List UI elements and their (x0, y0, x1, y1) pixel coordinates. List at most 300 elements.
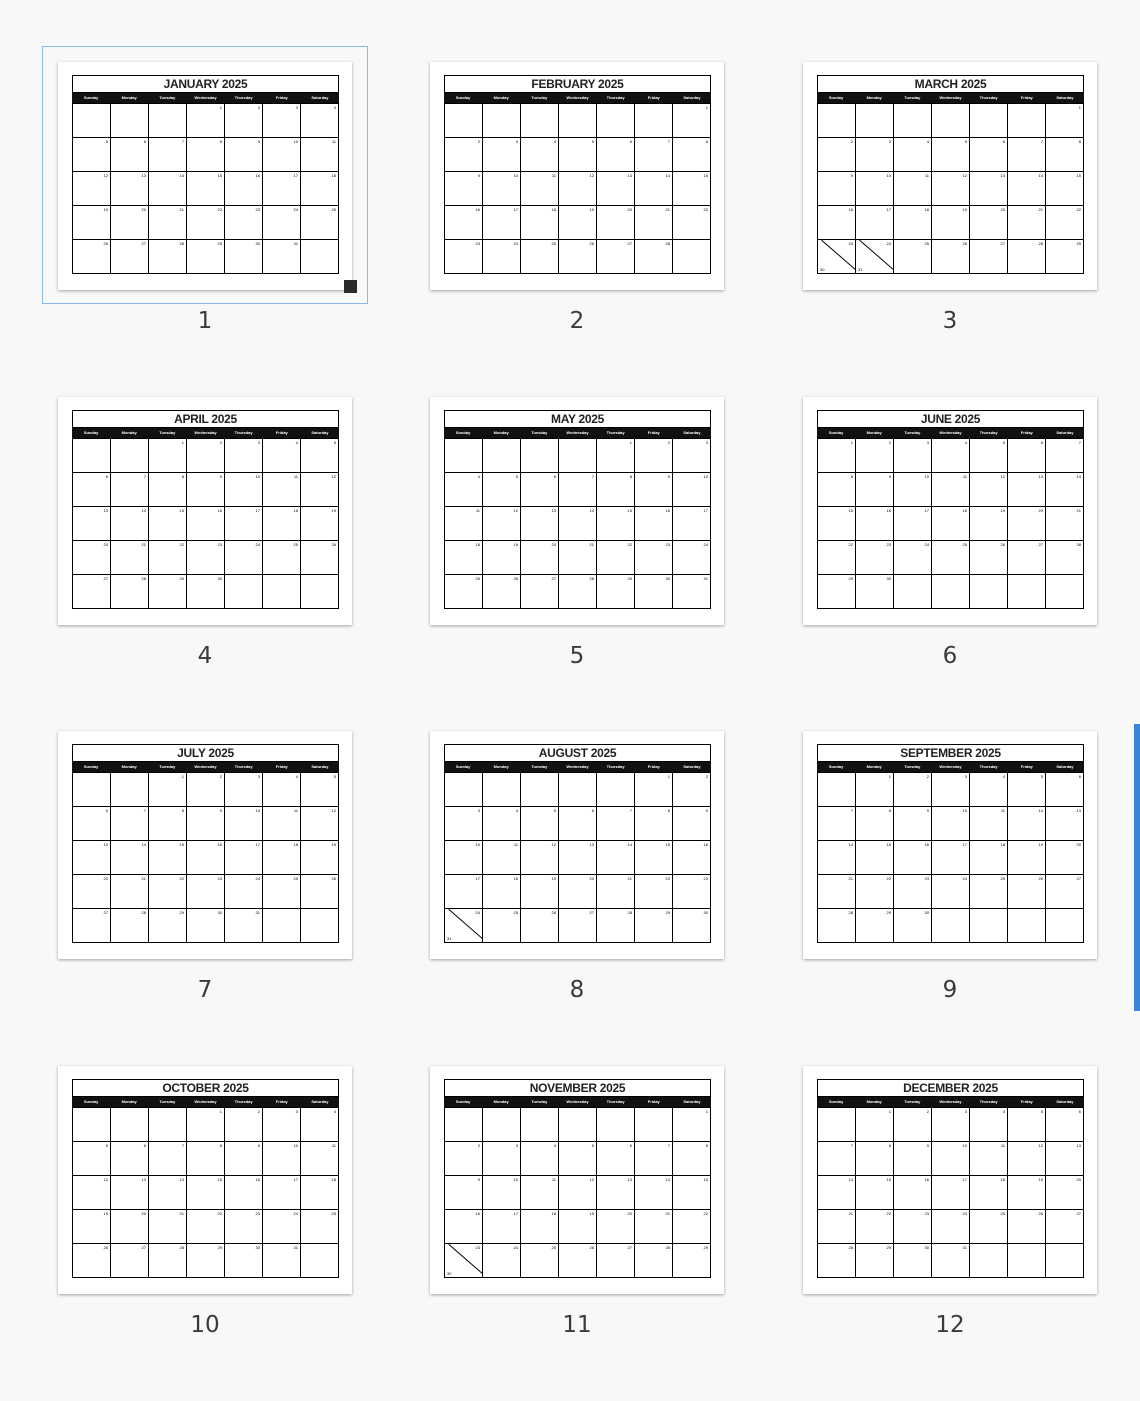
weekday-label: Sunday (828, 95, 844, 100)
day-number: 27 (1076, 1211, 1081, 1216)
weekday-label: Monday (493, 430, 509, 435)
day-cell (521, 1176, 559, 1210)
day-number: 26 (513, 576, 518, 581)
day-cell (932, 172, 970, 206)
day-number: 21 (179, 207, 184, 212)
day-cell (225, 1210, 263, 1244)
day-number: 22 (217, 1211, 222, 1216)
day-number: 31 (858, 267, 863, 272)
calendar-page[interactable] (803, 1066, 1097, 1294)
day-cell (597, 1210, 635, 1244)
calendar-page[interactable] (430, 62, 724, 290)
page-thumbnail[interactable] (430, 731, 756, 1051)
page-thumbnail[interactable] (803, 397, 1129, 717)
day-number: 18 (331, 1177, 336, 1182)
page-thumbnail[interactable] (58, 62, 384, 382)
day-cell (818, 1176, 856, 1210)
day-number: 30 (665, 576, 670, 581)
day-cell (1008, 841, 1046, 875)
weekday-label: Monday (866, 764, 882, 769)
day-cell (597, 439, 635, 473)
day-cell (521, 841, 559, 875)
day-cell (1046, 541, 1084, 575)
page-thumbnail[interactable] (430, 397, 756, 717)
day-number: 8 (181, 808, 184, 813)
day-cell (635, 1108, 673, 1142)
calendar-page[interactable] (58, 62, 352, 290)
day-cell (932, 1142, 970, 1176)
weekday-label: Friday (647, 430, 660, 435)
day-cell (225, 1176, 263, 1210)
day-cell (1046, 1108, 1084, 1142)
day-cell (149, 172, 187, 206)
day-number: 1 (888, 774, 891, 779)
day-number: 1 (181, 440, 184, 445)
day-cell (73, 875, 111, 909)
weekday-label: Thursday (234, 1099, 253, 1104)
day-number: 18 (551, 207, 556, 212)
day-cell (263, 507, 301, 541)
day-cell (970, 240, 1008, 274)
day-number: 21 (179, 1211, 184, 1216)
day-number: 5 (105, 1143, 108, 1148)
day-number: 28 (627, 910, 632, 915)
day-cell (445, 1176, 483, 1210)
day-number: 5 (1002, 440, 1005, 445)
day-number: 9 (477, 1177, 480, 1182)
day-number: 5 (1040, 1109, 1043, 1114)
day-number: 15 (627, 508, 632, 513)
day-cell (445, 841, 483, 875)
day-number: 8 (667, 808, 670, 813)
day-number: 27 (1038, 542, 1043, 547)
day-cell (445, 172, 483, 206)
day-number: 30 (924, 910, 929, 915)
day-cell (932, 841, 970, 875)
weekday-label: Saturday (1056, 764, 1074, 769)
day-number: 9 (926, 808, 929, 813)
page-number-label: 11 (562, 1312, 592, 1338)
day-cell (111, 1244, 149, 1278)
day-cell (225, 206, 263, 240)
page-number-label: 12 (935, 1312, 965, 1338)
page-thumbnail[interactable] (803, 1066, 1129, 1386)
day-cell (301, 439, 339, 473)
day-cell (1046, 507, 1084, 541)
day-number: 24 (703, 542, 708, 547)
calendar-page[interactable] (803, 62, 1097, 290)
page-thumbnail[interactable] (58, 731, 384, 1051)
day-number: 1 (667, 774, 670, 779)
day-number: 17 (255, 508, 260, 513)
month-calendar (444, 75, 711, 274)
day-cell (673, 1142, 711, 1176)
day-cell (894, 473, 932, 507)
calendar-page[interactable] (430, 1066, 724, 1294)
day-cell (856, 439, 894, 473)
day-cell (894, 1176, 932, 1210)
day-number: 23 (475, 1245, 480, 1250)
day-cell (149, 1176, 187, 1210)
day-cell (263, 439, 301, 473)
day-cell (635, 909, 673, 943)
day-cell (149, 439, 187, 473)
day-number: 2 (705, 774, 708, 779)
day-number: 13 (103, 842, 108, 847)
day-cell (111, 575, 149, 609)
day-number: 3 (705, 440, 708, 445)
day-number: 30 (886, 576, 891, 581)
day-number: 7 (143, 808, 146, 813)
day-number: 4 (964, 440, 967, 445)
month-calendar (444, 410, 711, 609)
day-number: 22 (179, 542, 184, 547)
day-number: 10 (886, 173, 891, 178)
day-number: 14 (589, 508, 594, 513)
day-cell (225, 104, 263, 138)
calendar-page[interactable] (430, 397, 724, 625)
day-cell (635, 807, 673, 841)
weekday-label: Friday (275, 95, 288, 100)
day-cell (225, 1244, 263, 1278)
day-number: 29 (179, 576, 184, 581)
day-cell (187, 104, 225, 138)
day-cell (301, 473, 339, 507)
calendar-page[interactable] (803, 397, 1097, 625)
day-cell (894, 773, 932, 807)
day-cell (970, 807, 1008, 841)
weekday-label: Sunday (455, 1099, 471, 1104)
day-number: 8 (181, 474, 184, 479)
day-cell (894, 807, 932, 841)
day-number: 11 (331, 1143, 336, 1148)
day-cell (483, 1108, 521, 1142)
day-cell (932, 807, 970, 841)
day-cell (597, 138, 635, 172)
day-number: 27 (103, 576, 108, 581)
day-cell (970, 773, 1008, 807)
page-number-label: 8 (569, 977, 585, 1003)
weekday-label: Saturday (683, 95, 701, 100)
day-cell (894, 875, 932, 909)
day-cell (263, 1142, 301, 1176)
day-grid (817, 103, 1084, 274)
day-number: 14 (848, 842, 853, 847)
day-cell (73, 1210, 111, 1244)
day-number: 26 (103, 1245, 108, 1250)
day-number: 16 (475, 1211, 480, 1216)
day-number: 23 (255, 1211, 260, 1216)
weekday-header (72, 93, 339, 103)
day-cell (445, 575, 483, 609)
day-cell (187, 909, 225, 943)
day-cell (970, 1244, 1008, 1278)
day-cell (73, 773, 111, 807)
day-number: 24 (513, 1245, 518, 1250)
day-number: 10 (513, 173, 518, 178)
day-number: 1 (850, 440, 853, 445)
day-cell (635, 875, 673, 909)
month-title: JANUARY 2025 (72, 75, 339, 93)
page-thumbnail[interactable] (58, 397, 384, 717)
day-number: 5 (333, 440, 336, 445)
day-number: 2 (926, 1109, 929, 1114)
day-cell (521, 104, 559, 138)
day-number: 21 (589, 542, 594, 547)
day-number: 7 (850, 808, 853, 813)
day-cell (521, 1244, 559, 1278)
day-number: 13 (1076, 808, 1081, 813)
day-cell (111, 138, 149, 172)
day-cell (673, 138, 711, 172)
calendar-page[interactable] (58, 1066, 352, 1294)
day-number: 13 (141, 1177, 146, 1182)
calendar-page[interactable] (430, 731, 724, 959)
day-number: 26 (551, 910, 556, 915)
day-number: 21 (848, 1211, 853, 1216)
day-number: 7 (143, 474, 146, 479)
page-number-label: 7 (197, 977, 213, 1003)
day-cell (301, 138, 339, 172)
page-thumbnail[interactable] (430, 62, 756, 382)
day-number: 5 (105, 139, 108, 144)
day-number: 25 (475, 576, 480, 581)
day-cell (932, 507, 970, 541)
page-number-label: 6 (942, 643, 958, 669)
day-cell (856, 473, 894, 507)
day-cell (932, 541, 970, 575)
weekday-label: Wednesday (194, 430, 217, 435)
day-number: 8 (219, 139, 222, 144)
day-number: 23 (665, 542, 670, 547)
day-number: 15 (703, 173, 708, 178)
day-cell (263, 1244, 301, 1278)
day-cell (818, 473, 856, 507)
day-cell (263, 773, 301, 807)
day-cell (521, 541, 559, 575)
day-cell (149, 773, 187, 807)
page-thumbnail[interactable] (430, 1066, 756, 1386)
day-number: 22 (627, 542, 632, 547)
day-cell (597, 1176, 635, 1210)
day-cell (635, 104, 673, 138)
day-grid (444, 438, 711, 609)
weekday-label: Tuesday (159, 95, 176, 100)
page-number-label: 3 (942, 308, 958, 334)
day-cell (483, 104, 521, 138)
day-cell (673, 206, 711, 240)
day-number: 1 (705, 105, 708, 110)
day-cell (483, 473, 521, 507)
day-number: 29 (217, 241, 222, 246)
day-number: 16 (924, 1177, 929, 1182)
day-cell (673, 172, 711, 206)
day-number: 25 (551, 241, 556, 246)
day-cell (894, 1142, 932, 1176)
day-cell (73, 1142, 111, 1176)
day-cell (894, 1244, 932, 1278)
day-cell (818, 138, 856, 172)
day-cell (521, 575, 559, 609)
day-number: 29 (217, 1245, 222, 1250)
day-number: 21 (141, 542, 146, 547)
day-number: 2 (477, 139, 480, 144)
day-cell (225, 773, 263, 807)
page-thumbnail[interactable] (58, 1066, 384, 1386)
day-cell (932, 875, 970, 909)
day-cell (597, 1244, 635, 1278)
day-cell (225, 473, 263, 507)
day-number: 15 (886, 842, 891, 847)
day-cell (111, 172, 149, 206)
day-cell (673, 909, 711, 943)
day-number: 4 (926, 139, 929, 144)
day-cell (301, 206, 339, 240)
weekday-label: Friday (275, 430, 288, 435)
day-cell (263, 575, 301, 609)
day-cell (635, 507, 673, 541)
day-number: 28 (141, 910, 146, 915)
day-cell (818, 1210, 856, 1244)
day-cell (187, 473, 225, 507)
day-cell (559, 541, 597, 575)
day-number: 24 (293, 1211, 298, 1216)
day-number: 19 (962, 207, 967, 212)
day-cell (818, 841, 856, 875)
day-number: 26 (1038, 1211, 1043, 1216)
month-title: DECEMBER 2025 (817, 1079, 1084, 1097)
day-number: 14 (179, 173, 184, 178)
day-cell (187, 1108, 225, 1142)
day-number: 22 (848, 542, 853, 547)
weekday-label: Tuesday (159, 430, 176, 435)
day-cell (445, 1210, 483, 1244)
day-cell (597, 773, 635, 807)
day-cell (818, 240, 856, 274)
weekday-label: Thursday (606, 764, 625, 769)
day-number: 27 (551, 576, 556, 581)
scrollbar-thumb[interactable] (1134, 724, 1140, 1011)
day-number: 28 (1038, 241, 1043, 246)
page-thumbnail[interactable] (803, 62, 1129, 382)
day-number: 25 (551, 1245, 556, 1250)
day-cell (635, 1244, 673, 1278)
day-cell (856, 1176, 894, 1210)
day-number: 27 (141, 1245, 146, 1250)
calendar-page[interactable] (58, 397, 352, 625)
day-cell (73, 473, 111, 507)
day-number: 25 (331, 207, 336, 212)
day-cell (73, 138, 111, 172)
day-cell (149, 1142, 187, 1176)
day-number: 4 (295, 774, 298, 779)
day-cell (521, 1210, 559, 1244)
day-cell (597, 909, 635, 943)
weekday-label: Saturday (683, 1099, 701, 1104)
day-grid (444, 103, 711, 274)
page-number-label: 1 (197, 308, 213, 334)
day-cell (149, 841, 187, 875)
day-cell (1046, 841, 1084, 875)
day-number: 6 (105, 808, 108, 813)
weekday-label: Wednesday (566, 430, 589, 435)
day-cell (1008, 473, 1046, 507)
weekday-label: Monday (493, 1099, 509, 1104)
weekday-label: Sunday (455, 764, 471, 769)
day-number: 4 (333, 105, 336, 110)
day-cell (818, 773, 856, 807)
day-cell (111, 773, 149, 807)
month-title: AUGUST 2025 (444, 744, 711, 762)
day-cell (483, 507, 521, 541)
day-number: 13 (627, 173, 632, 178)
day-cell (301, 909, 339, 943)
calendar-page[interactable] (803, 731, 1097, 959)
resize-handle[interactable] (344, 280, 357, 293)
weekday-label: Friday (647, 1099, 660, 1104)
weekday-label: Friday (1020, 430, 1033, 435)
day-number: 30 (703, 910, 708, 915)
weekday-header (72, 1097, 339, 1107)
day-cell (225, 875, 263, 909)
month-title: MAY 2025 (444, 410, 711, 428)
day-number: 26 (589, 241, 594, 246)
weekday-label: Sunday (83, 764, 99, 769)
day-cell (149, 206, 187, 240)
day-cell (673, 1108, 711, 1142)
day-number: 29 (627, 576, 632, 581)
day-number: 13 (551, 508, 556, 513)
day-number: 6 (143, 1143, 146, 1148)
day-number: 6 (629, 139, 632, 144)
day-cell (559, 172, 597, 206)
day-cell (445, 439, 483, 473)
day-number: 3 (257, 440, 260, 445)
day-cell (225, 507, 263, 541)
day-cell (970, 104, 1008, 138)
day-number: 12 (551, 842, 556, 847)
day-cell (187, 1210, 225, 1244)
calendar-page[interactable] (58, 731, 352, 959)
day-cell (1008, 240, 1046, 274)
day-cell (932, 439, 970, 473)
day-number: 24 (293, 207, 298, 212)
day-number: 31 (962, 1245, 967, 1250)
day-number: 9 (257, 1143, 260, 1148)
day-number: 11 (331, 139, 336, 144)
day-cell (673, 473, 711, 507)
day-cell (635, 206, 673, 240)
day-cell (1008, 1176, 1046, 1210)
weekday-label: Wednesday (566, 764, 589, 769)
month-calendar (817, 744, 1084, 943)
day-cell (932, 575, 970, 609)
day-number: 11 (551, 173, 556, 178)
weekday-label: Friday (275, 1099, 288, 1104)
day-number: 7 (667, 1143, 670, 1148)
day-cell (187, 807, 225, 841)
day-number: 1 (1078, 105, 1081, 110)
day-cell (818, 875, 856, 909)
day-number: 23 (703, 876, 708, 881)
weekday-label: Friday (1020, 1099, 1033, 1104)
day-number: 6 (553, 474, 556, 479)
day-number: 1 (888, 1109, 891, 1114)
page-thumbnail[interactable] (803, 731, 1129, 1051)
day-cell (301, 172, 339, 206)
day-number: 4 (1002, 1109, 1005, 1114)
day-number: 27 (1076, 876, 1081, 881)
